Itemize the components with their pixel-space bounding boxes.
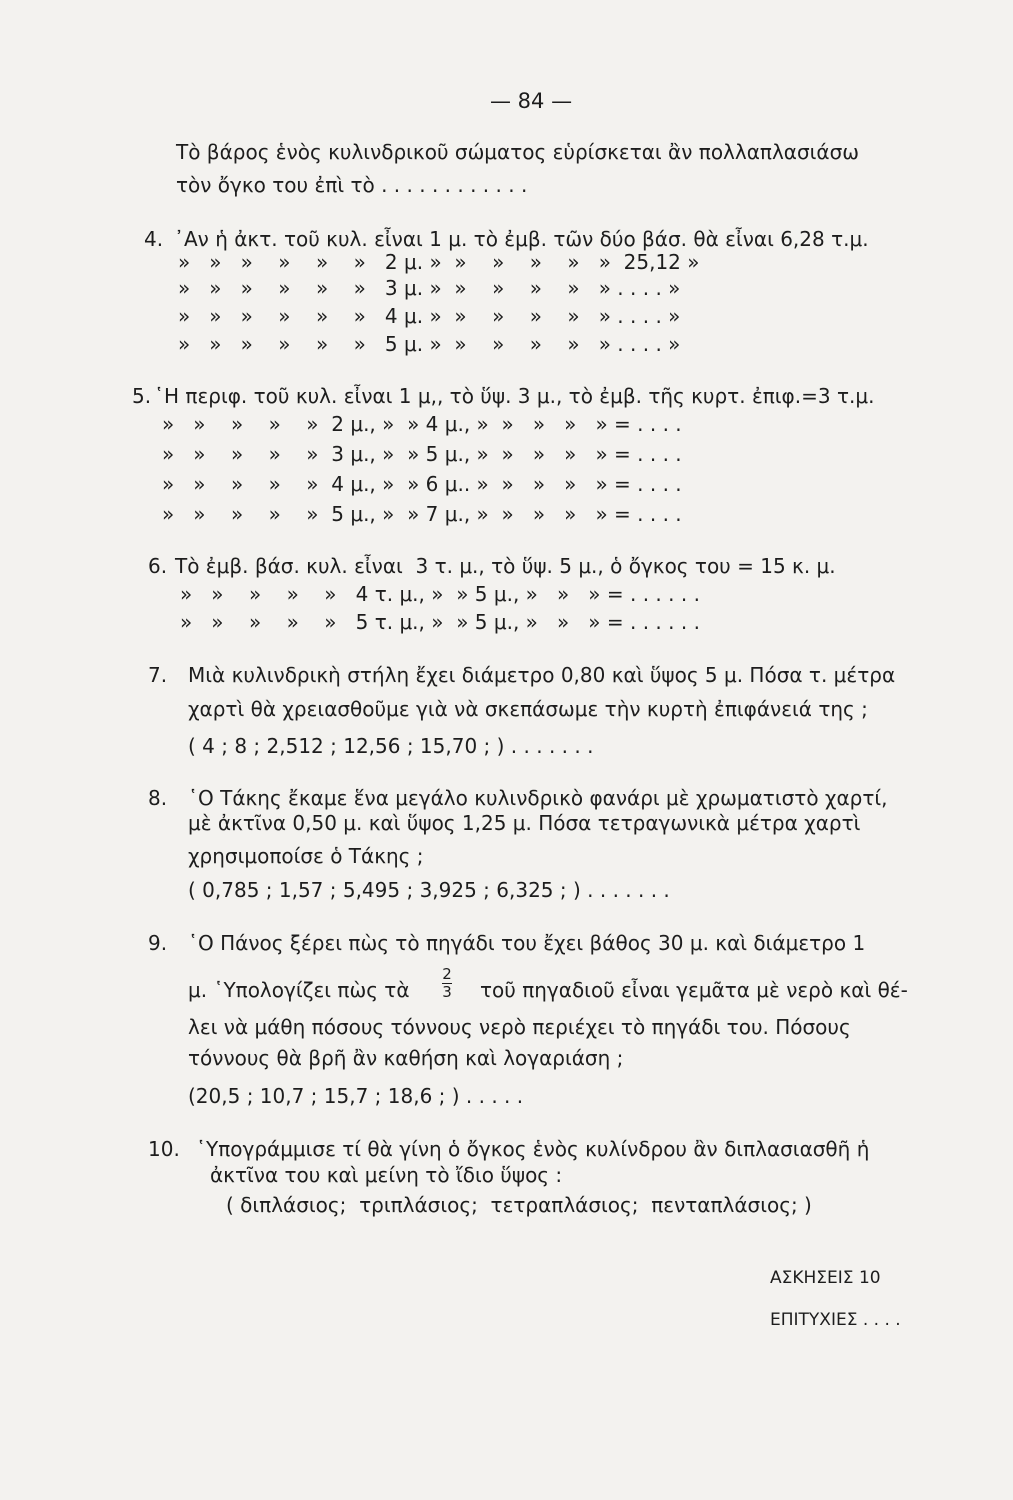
exercise-4-number: 4. [144, 227, 164, 251]
successes-count: ΕΠΙΤΥΧΙΕΣ . . . . [770, 1310, 901, 1330]
exercise-10-number: 10. [148, 1137, 180, 1161]
exercise-9-line-3: λει νὰ μάθη πόσους τόννους νερὸ περιέχει τὸ πηγάδι του. Πόσους [188, 1015, 851, 1039]
exercise-9-answers: (20,5 ; 10,7 ; 15,7 ; 18,6 ; ) . . . . . [188, 1084, 524, 1108]
page-number: — 84 — [490, 89, 573, 113]
exercise-6-row-2: » » » » » 4 τ. μ., » » 5 μ., » » » = . . . . . . [180, 582, 700, 606]
fraction-numerator: 2 [442, 965, 452, 983]
exercise-4-row-1: ᾿Αν ἡ ἀκτ. τοῦ κυλ. εἶναι 1 μ. τὸ ἐμβ. τῶν δύο βάσ. θὰ εἶναι 6,28 τ.μ. [174, 227, 869, 251]
exercise-8-line-2: μὲ ἀκτῖνα 0,50 μ. καὶ ὕψος 1,25 μ. Πόσα τετραγωνικὰ μέτρα χαρτὶ [188, 811, 861, 835]
exercise-10-line-1: ῾Υπογράμμισε τί θὰ γίνη ὁ ὄγκος ἑνὸς κυλίνδρου ἂν διπλασιασθῆ ἡ [196, 1137, 870, 1161]
exercise-9-number: 9. [148, 931, 168, 955]
exercise-7-line-2: χαρτὶ θὰ χρειασθοῦμε γιὰ νὰ σκεπάσωμε τὴν κυρτὴ ἐπιφάνειά της ; [188, 697, 868, 721]
exercise-7-line-1: Μιὰ κυλινδρικὴ στήλη ἔχει διάμετρο 0,80 καὶ ὕψος 5 μ. Πόσα τ. μέτρα [188, 663, 896, 687]
exercise-6-row-3: » » » » » 5 τ. μ., » » 5 μ., » » » = . . . . . . [180, 610, 700, 634]
exercise-10-line-2: ἀκτῖνα του καὶ μείνη τὸ ἴδιο ὕψος : [210, 1163, 563, 1187]
exercise-4-row-3: » » » » » » 3 μ. » » » » » » . . . . » [178, 276, 681, 300]
intro-line-1: Τὸ βάρος ἑνὸς κυλινδρικοῦ σώματος εὑρίσκεται ἂν πολλαπλασιάσω [176, 140, 860, 164]
exercise-5-row-1: ῾Η περιφ. τοῦ κυλ. εἶναι 1 μ,, τὸ ὕψ. 3 μ., τὸ ἐμβ. τῆς κυρτ. ἐπιφ.=3 τ.μ. [154, 384, 875, 408]
exercise-9-line-4: τόννους θὰ βρῆ ἂν καθήση καὶ λογαριάση ; [188, 1046, 624, 1070]
fraction-denominator: 3 [442, 983, 452, 1001]
exercise-9-line-2-end: τοῦ πηγαδιοῦ εἶναι γεμᾶτα μὲ νερὸ καὶ θέ- [480, 978, 908, 1002]
exercise-5-row-4: » » » » » 4 μ., » » 6 μ.. » » » » » = . . . . [162, 472, 682, 496]
exercise-10-answers: ( διπλάσιος; τριπλάσιος; τετραπλάσιος; πενταπλάσιος; ) [226, 1193, 812, 1217]
exercise-6-row-1: Τὸ ἐμβ. βάσ. κυλ. εἶναι 3 τ. μ., τὸ ὕψ. 5 μ., ὁ ὄγκος του = 15 κ. μ. [175, 554, 836, 578]
exercise-8-line-1: ῾Ο Τάκης ἔκαμε ἕνα μεγάλο κυλινδρικὸ φανάρι μὲ χρωματιστὸ χαρτί, [188, 786, 888, 810]
exercise-5-number: 5. [132, 384, 152, 408]
exercise-4-row-5: » » » » » » 5 μ. » » » » » » . . . . » [178, 332, 681, 356]
exercise-6-number: 6. [148, 554, 168, 578]
exercises-count: ΑΣΚΗΣΕΙΣ 10 [770, 1268, 881, 1288]
exercise-5-row-2: » » » » » 2 μ., » » 4 μ., » » » » » = . . . . [162, 412, 682, 436]
intro-line-2: τὸν ὄγκο του ἐπὶ τὸ . . . . . . . . . . . . [176, 173, 528, 197]
exercise-8-number: 8. [148, 786, 168, 810]
exercise-7-number: 7. [148, 663, 168, 687]
exercise-4-row-2: » » » » » » 2 μ. » » » » » » 25,12 » [178, 250, 700, 274]
exercise-7-answers: ( 4 ; 8 ; 2,512 ; 12,56 ; 15,70 ; ) . . . . . . . [188, 734, 594, 758]
exercise-9-line-1: ῾Ο Πάνος ξέρει πὼς τὸ πηγάδι του ἔχει βάθος 30 μ. καὶ διάμετρο 1 [188, 931, 866, 955]
exercise-9-line-2-start: μ. ῾Υπολογίζει πὼς τὰ [188, 978, 410, 1002]
exercise-5-row-3: » » » » » 3 μ., » » 5 μ., » » » » » = . . . . [162, 442, 682, 466]
exercise-8-answers: ( 0,785 ; 1,57 ; 5,495 ; 3,925 ; 6,325 ; ) . . . . . . . [188, 878, 670, 902]
exercise-4-row-4: » » » » » » 4 μ. » » » » » » . . . . » [178, 304, 681, 328]
two-thirds-fraction [440, 967, 454, 1000]
exercise-8-line-3: χρησιμοποίσε ὁ Τάκης ; [188, 844, 424, 868]
exercise-5-row-5: » » » » » 5 μ., » » 7 μ., » » » » » = . . . . [162, 502, 682, 526]
